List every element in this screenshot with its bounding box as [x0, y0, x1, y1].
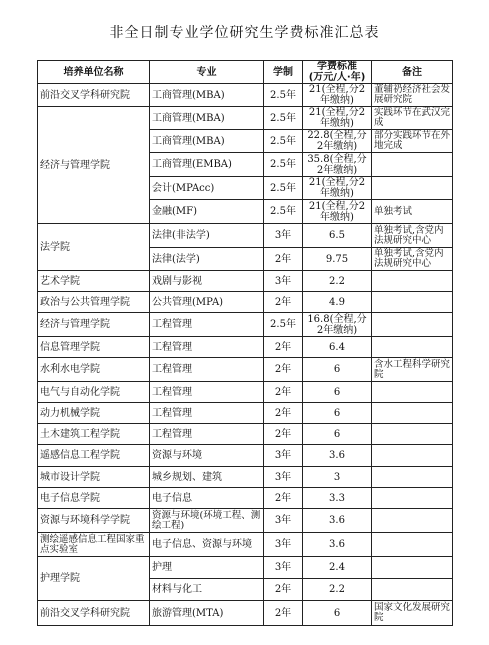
major-cell: 公共管理(MPA)	[150, 292, 264, 313]
note-cell: 单独考试,含党内法规研究中心	[372, 224, 453, 248]
duration-cell: 3年	[264, 533, 303, 557]
major-cell: 法律(法学)	[150, 248, 264, 271]
major-cell: 工程管理	[150, 403, 264, 424]
note-cell	[372, 292, 453, 313]
fee-cell: 16.8(全程,分2年缴纳)	[303, 313, 372, 337]
major-cell: 电子信息、资源与环境	[150, 533, 264, 557]
major-cell: 资源与环境	[150, 445, 264, 467]
fee-table	[37, 60, 453, 626]
duration-cell: 2.5年	[264, 130, 303, 153]
duration-cell: 3年	[264, 467, 303, 488]
duration-cell: 2.5年	[264, 107, 303, 130]
unit-cell: 经济与管理学院	[38, 107, 150, 224]
major-cell: 工程管理	[150, 424, 264, 445]
note-cell	[372, 533, 453, 557]
duration-cell: 2年	[264, 382, 303, 403]
note-cell	[372, 445, 453, 467]
major-cell: 金融(MF)	[150, 200, 264, 224]
major-cell: 工程管理	[150, 313, 264, 337]
fee-cell: 2.4	[303, 557, 372, 579]
unit-cell: 水利水电学院	[38, 358, 150, 382]
major-cell: 护理	[150, 557, 264, 579]
fee-cell: 3	[303, 467, 372, 488]
table-row	[38, 107, 453, 130]
fee-cell: 3.6	[303, 509, 372, 533]
table-row	[38, 337, 453, 358]
fee-cell: 6	[303, 358, 372, 382]
unit-cell: 法学院	[38, 224, 150, 271]
unit-cell: 遥感信息工程学院	[38, 445, 150, 467]
major-cell: 工商管理(EMBA)	[150, 153, 264, 177]
table-row	[38, 84, 453, 107]
header-fee-line2: (万元/人·年)	[308, 72, 366, 83]
fee-cell: 21(全程,分2年缴纳)	[303, 107, 372, 130]
table-row	[38, 271, 453, 292]
unit-cell: 电子信息学院	[38, 488, 150, 509]
note-cell: 含水工程科学研究院	[372, 358, 453, 382]
table-row	[38, 292, 453, 313]
unit-cell: 政治与公共管理学院	[38, 292, 150, 313]
page-title: 非全日制专业学位研究生学费标准汇总表	[109, 25, 380, 41]
fee-cell: 6	[303, 403, 372, 424]
duration-cell: 2年	[264, 424, 303, 445]
major-cell: 工商管理(MBA)	[150, 84, 264, 107]
fee-cell: 6.4	[303, 337, 372, 358]
table-row	[38, 488, 453, 509]
major-cell: 戏剧与影视	[150, 271, 264, 292]
unit-cell: 信息管理学院	[38, 337, 150, 358]
duration-cell: 2年	[264, 248, 303, 271]
duration-cell: 2年	[264, 292, 303, 313]
fee-cell: 6	[303, 382, 372, 403]
note-cell: 国家文化发展研究院	[372, 601, 453, 626]
major-cell: 工程管理	[150, 382, 264, 403]
unit-cell: 测绘遥感信息工程国家重点实验室	[38, 533, 150, 557]
note-cell	[372, 557, 453, 579]
fee-cell: 4.9	[303, 292, 372, 313]
table-row	[38, 224, 453, 248]
fee-cell: 6	[303, 424, 372, 445]
unit-cell: 护理学院	[38, 557, 150, 601]
table-row	[38, 509, 453, 533]
fee-cell: 21(全程,分2年缴纳)	[303, 84, 372, 107]
note-cell	[372, 467, 453, 488]
duration-cell: 2.5年	[264, 153, 303, 177]
table-row	[38, 467, 453, 488]
header-note: 备注	[372, 61, 453, 84]
major-cell: 工程管理	[150, 358, 264, 382]
duration-cell: 2年	[264, 403, 303, 424]
note-cell: 单独考试,含党内法规研究中心	[372, 248, 453, 271]
table-row	[38, 445, 453, 467]
duration-cell: 2年	[264, 579, 303, 601]
note-cell	[372, 313, 453, 337]
fee-cell: 2.2	[303, 271, 372, 292]
table-row	[38, 533, 453, 557]
major-cell: 法律(非法学)	[150, 224, 264, 248]
table-row	[38, 403, 453, 424]
fee-cell: 3.3	[303, 488, 372, 509]
unit-cell: 艺术学院	[38, 271, 150, 292]
note-cell: 部分实践环节在外地完成	[372, 130, 453, 153]
unit-cell: 资源与环境科学学院	[38, 509, 150, 533]
header-row	[38, 61, 453, 84]
major-cell: 电子信息	[150, 488, 264, 509]
fee-cell: 22.8(全程,分2年缴纳)	[303, 130, 372, 153]
unit-cell: 土木建筑工程学院	[38, 424, 150, 445]
duration-cell: 2.5年	[264, 84, 303, 107]
major-cell: 工程管理	[150, 337, 264, 358]
major-cell: 会计(MPAcc)	[150, 177, 264, 200]
duration-cell: 3年	[264, 445, 303, 467]
duration-cell: 2.5年	[264, 200, 303, 224]
fee-cell: 2.2	[303, 579, 372, 601]
duration-cell: 2年	[264, 358, 303, 382]
major-cell: 资源与环境(环境工程、测绘工程)	[150, 509, 264, 533]
duration-cell: 2年	[264, 337, 303, 358]
note-cell	[372, 424, 453, 445]
unit-cell: 经济与管理学院	[38, 313, 150, 337]
table-row	[38, 601, 453, 626]
note-cell: 单独考试	[372, 200, 453, 224]
header-fee	[303, 61, 372, 84]
unit-cell: 电气与自动化学院	[38, 382, 150, 403]
table-row	[38, 358, 453, 382]
table-row	[38, 313, 453, 337]
duration-cell: 2年	[264, 601, 303, 626]
fee-cell: 21(全程,分2年缴纳)	[303, 177, 372, 200]
duration-cell: 3年	[264, 509, 303, 533]
note-cell	[372, 337, 453, 358]
header-fee-line1: 学费标准	[317, 61, 357, 72]
note-cell	[372, 177, 453, 200]
unit-cell: 前沿交叉学科研究院	[38, 84, 150, 107]
fee-cell: 6.5	[303, 224, 372, 248]
note-cell	[372, 579, 453, 601]
unit-cell: 动力机械学院	[38, 403, 150, 424]
major-cell: 工商管理(MBA)	[150, 107, 264, 130]
fee-cell: 9.75	[303, 248, 372, 271]
fee-cell: 3.6	[303, 445, 372, 467]
duration-cell: 3年	[264, 224, 303, 248]
header-major: 专业	[150, 61, 264, 84]
note-cell	[372, 271, 453, 292]
table-row	[38, 424, 453, 445]
fee-cell: 35.8(全程,分2年缴纳)	[303, 153, 372, 177]
major-cell: 工商管理(MBA)	[150, 130, 264, 153]
fee-cell: 21(全程,分2年缴纳)	[303, 200, 372, 224]
note-cell	[372, 153, 453, 177]
duration-cell: 2.5年	[264, 313, 303, 337]
table-row	[38, 382, 453, 403]
duration-cell: 2.5年	[264, 177, 303, 200]
note-cell	[372, 403, 453, 424]
note-cell: 实践环节在武汉完成	[372, 107, 453, 130]
fee-cell: 3.6	[303, 533, 372, 557]
note-cell	[372, 382, 453, 403]
duration-cell: 3年	[264, 271, 303, 292]
note-cell	[372, 509, 453, 533]
duration-cell: 3年	[264, 557, 303, 579]
major-cell: 城乡规划、建筑	[150, 467, 264, 488]
header-duration: 学制	[264, 61, 303, 84]
table-row	[38, 557, 453, 579]
major-cell: 旅游管理(MTA)	[150, 601, 264, 626]
major-cell: 材料与化工	[150, 579, 264, 601]
duration-cell: 2年	[264, 488, 303, 509]
header-unit: 培养单位名称	[38, 61, 150, 84]
note-cell	[372, 488, 453, 509]
unit-cell: 城市设计学院	[38, 467, 150, 488]
note-cell: 董辅礽经济社会发展研究院	[372, 84, 453, 107]
unit-cell: 前沿交叉学科研究院	[38, 601, 150, 626]
fee-cell: 6	[303, 601, 372, 626]
